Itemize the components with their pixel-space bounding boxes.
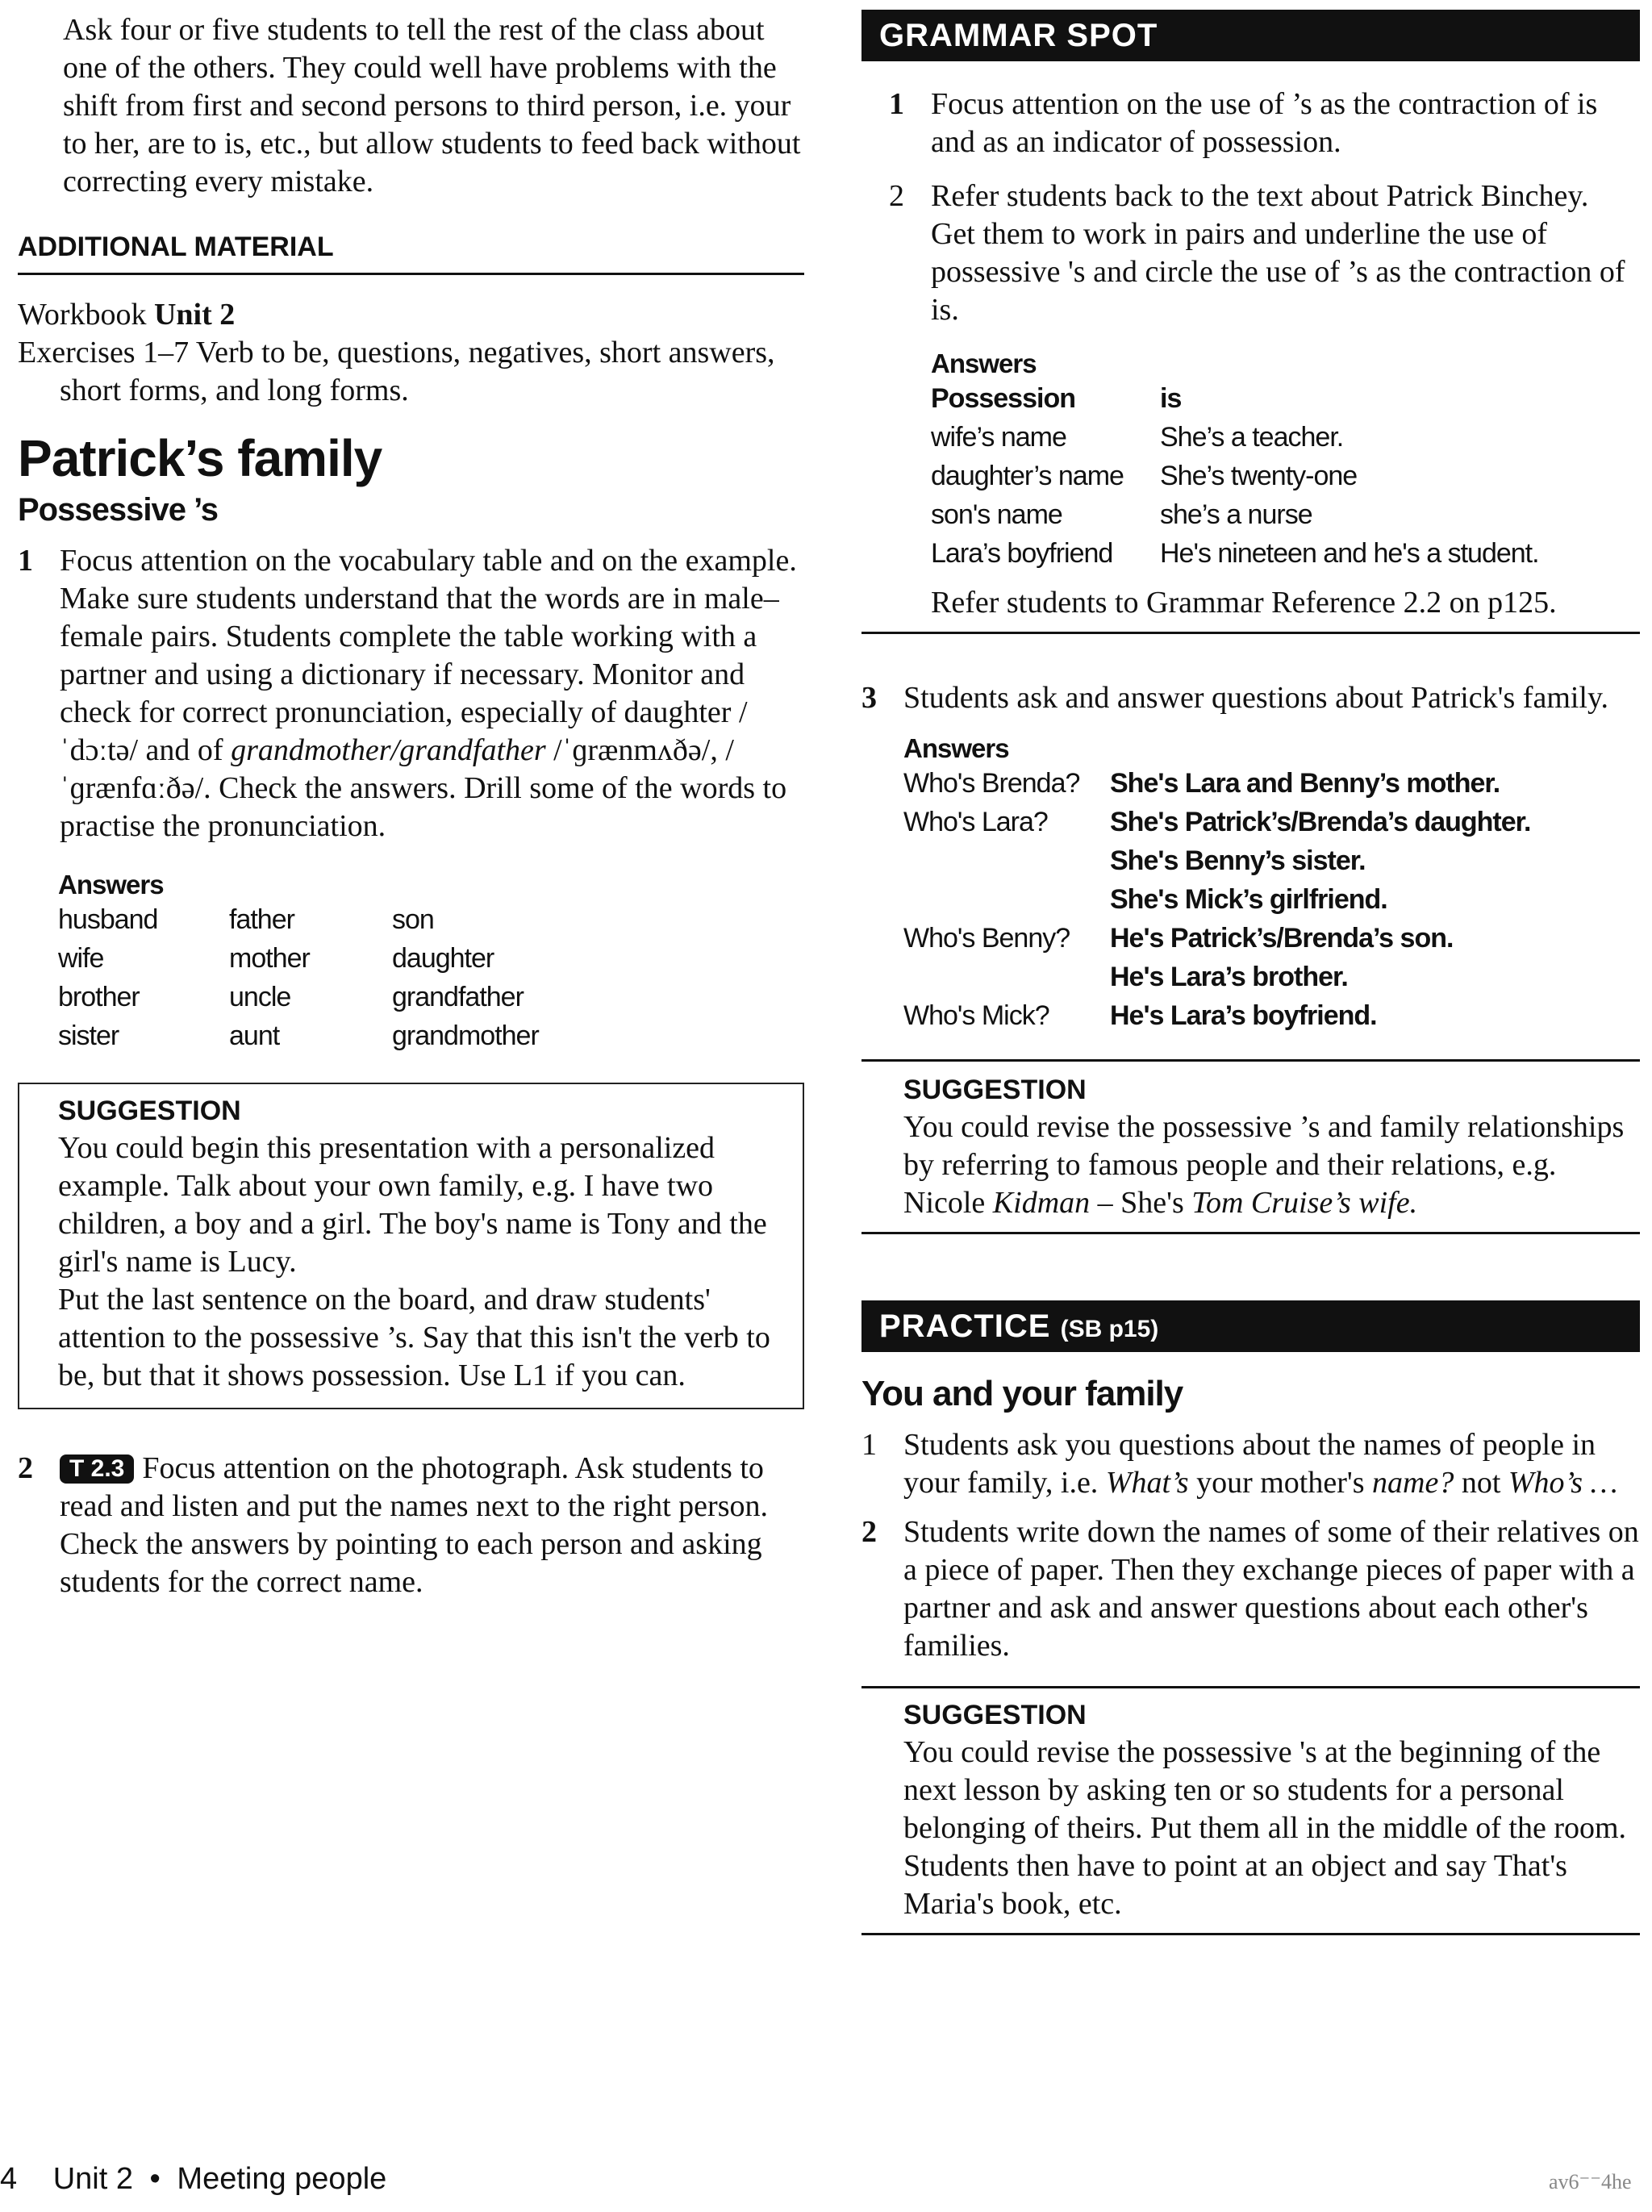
who-answer-cell: Who's Brenda? xyxy=(903,767,1080,799)
vocab-cell: sister xyxy=(58,1020,119,1051)
who-answer-cell: She's Lara and Benny’s mother. xyxy=(1110,767,1500,799)
suggestion-3-title: SUGGESTION xyxy=(903,1700,1087,1730)
gs-item-1-number: 1 xyxy=(889,87,904,121)
item-2 xyxy=(18,1450,804,1601)
practice-bar xyxy=(861,1300,1640,1352)
suggestion-2-title: SUGGESTION xyxy=(903,1075,1087,1105)
who-answer-cell: He's Patrick’s/Brenda’s son. xyxy=(1110,922,1454,954)
item-1-phonetic: /ˈɡrænmʌðə/, /ˈɡrænfɑːðə/. xyxy=(60,733,734,805)
vocab-answers-label: Answers xyxy=(58,870,164,899)
page-number: 4 xyxy=(0,2162,18,2196)
suggestion-title: SUGGESTION xyxy=(58,1096,241,1126)
gs-answer-cell: son's name xyxy=(931,499,1062,530)
item-3-number: 3 xyxy=(861,681,877,715)
practice-item-1-mid-2: not xyxy=(1454,1466,1508,1500)
gs-answer-cell: She’s twenty-one xyxy=(1160,460,1358,491)
suggestion-box xyxy=(18,1083,804,1409)
who-answer-row xyxy=(903,880,1594,919)
footer-title: Meeting people xyxy=(177,2162,387,2196)
who-answer-cell: Who's Lara? xyxy=(903,806,1048,837)
who-answer-cell xyxy=(903,880,1110,919)
left-column xyxy=(18,11,804,1601)
who-answer-row xyxy=(903,841,1594,880)
audio-track-badge[interactable]: T 2.3 xyxy=(60,1454,134,1484)
item-1 xyxy=(18,542,804,845)
who-answer-row xyxy=(903,958,1594,996)
vocab-row xyxy=(58,978,634,1016)
section-title xyxy=(18,428,804,489)
vocab-cell: uncle xyxy=(229,981,291,1012)
vocab-cell: wife xyxy=(58,942,104,974)
section-title-rest: family xyxy=(223,429,382,487)
item-1-text: Focus attention on the vocabulary table and on the example. Make sure students understand that the words are in male–female pairs. Students complete the table working with a partner and using a dictionary if necessary. Monitor and check for correct pronunciation, especially of daughter /ˈdɔːtə/ and of xyxy=(60,544,797,767)
practice-item-1-italic-2: name? xyxy=(1372,1466,1454,1500)
practice-item-1-text: Students ask you questions about the names of people in your family, i.e. xyxy=(903,1428,1596,1500)
grammar-spot-title: GRAMMAR SPOT xyxy=(879,18,1158,53)
item-3 xyxy=(861,679,1640,717)
practice-subtitle: You and your family xyxy=(861,1374,1183,1413)
workbook-unit: Unit 2 xyxy=(153,298,236,332)
gs-answer-row xyxy=(931,379,1612,418)
intro-paragraph: Ask four or five students to tell the rest of the class about one of the others. They could well have problems with the shift from first and second persons to third person, i.e. your to her, are to is, etc., but allow students to feed back without correcting every mistake. xyxy=(63,13,801,198)
item-1-number: 1 xyxy=(18,544,33,578)
vocab-table xyxy=(58,900,634,1055)
who-answer-cell: Who's Benny? xyxy=(903,922,1070,954)
suggestion-2-italic-2: Tom Cruise’s wife. xyxy=(1191,1186,1418,1220)
gs-answer-row xyxy=(931,418,1612,457)
gs-answer-cell: she’s a nurse xyxy=(1160,499,1312,530)
who-answer-row xyxy=(903,919,1594,958)
gs-item-2-number: 2 xyxy=(889,179,904,213)
item-3-answers xyxy=(861,733,1640,1035)
who-answer-cell xyxy=(903,841,1110,880)
vocab-row xyxy=(58,900,634,939)
item-3-answers-label: Answers xyxy=(903,733,1009,763)
suggestion-2-main: You could revise the possessive ’s and family relationships by referring to famous people and their relations, e.g. Nicole xyxy=(903,1110,1625,1220)
who-answer-cell: He's Lara’s boyfriend. xyxy=(1110,1000,1377,1031)
item-2-text: Focus attention on the photograph. Ask students to read and listen and put the names next to the right person. Check the answers by pointing to each person and asking students for the correct name. xyxy=(60,1451,768,1599)
vocab-row xyxy=(58,1016,634,1055)
practice-ref: (SB p15) xyxy=(1060,1316,1159,1342)
suggestion-text: You could begin this presentation with a personalized example. Talk about your own family, e.g. I have two children, a boy and a girl. The boy's name is Tony and the girl's name is Lucy. xyxy=(58,1131,767,1279)
vocab-answers xyxy=(18,870,804,1055)
vocab-cell: aunt xyxy=(229,1020,280,1051)
additional-material-heading: ADDITIONAL MATERIAL xyxy=(18,232,804,275)
who-answer-row xyxy=(903,996,1594,1035)
page-footer xyxy=(0,2162,386,2197)
gs-item-1-text: Focus attention on the use of ’s as the contraction of is and as an indicator of possession. xyxy=(931,87,1598,159)
who-answer-row xyxy=(903,803,1594,841)
who-answer-row xyxy=(903,764,1594,803)
suggestion-2-text xyxy=(903,1108,1640,1222)
gs-item-1 xyxy=(861,86,1640,161)
gs-refer: Refer students to Grammar Reference 2.2 on p125. xyxy=(861,584,1640,634)
gs-answer-cell: daughter’s name xyxy=(931,460,1124,491)
workbook-prefix: Workbook xyxy=(18,298,154,332)
who-answer-cell: She's Benny’s sister. xyxy=(1110,845,1366,876)
practice-item-2-number: 2 xyxy=(861,1515,877,1549)
gs-answers xyxy=(861,348,1640,573)
gs-answer-cell: is xyxy=(1160,382,1182,414)
suggestion-2-mid: – She's xyxy=(1090,1186,1192,1220)
gs-answer-row xyxy=(931,495,1612,534)
footer-mark: av6⁻⁻4he xyxy=(1549,2170,1632,2193)
vocab-row xyxy=(58,939,634,978)
vocab-cell: mother xyxy=(229,942,310,974)
vocab-cell: brother xyxy=(58,981,140,1012)
vocab-cell: grandfather xyxy=(392,981,524,1012)
gs-answer-cell: wife’s name xyxy=(931,421,1066,453)
gs-item-2 xyxy=(861,177,1640,329)
who-answer-cell: Who's Mick? xyxy=(903,1000,1049,1031)
gs-answers-table xyxy=(931,379,1612,573)
footer-bullet: • xyxy=(149,2162,161,2196)
vocab-cell: father xyxy=(229,904,294,935)
practice-item-1-mid: your mother's xyxy=(1188,1466,1373,1500)
exercises-text: Exercises 1–7 Verb to be, questions, negatives, short answers, short forms, and long forms. xyxy=(18,336,775,407)
section-title-name: Patrick’s xyxy=(18,429,224,487)
who-answer-cell: She's Mick’s girlfriend. xyxy=(1110,883,1387,915)
suggestion-3 xyxy=(861,1688,1640,1935)
suggestion-text-2: Put the last sentence on the board, and draw students' attention to the possessive ’s. Say that this isn't the verb to be, but that it shows possession. Use L1 if you can. xyxy=(58,1283,770,1392)
practice-item-2-text: Students write down the names of some of their relatives on a piece of paper. Then they exchange pieces of paper with a partner and ask and answer questions about each other's families. xyxy=(903,1515,1639,1663)
who-answer-cell xyxy=(903,958,1110,996)
gs-answer-cell: Possession xyxy=(931,382,1075,414)
gs-answer-row xyxy=(931,534,1612,573)
vocab-cell: daughter xyxy=(392,942,494,974)
item-3-answers-table xyxy=(903,764,1594,1035)
gs-answer-cell: She’s a teacher. xyxy=(1160,421,1344,453)
workbook-line xyxy=(18,296,804,334)
vocab-cell: son xyxy=(392,904,434,935)
item-2-number: 2 xyxy=(18,1451,33,1485)
gs-answer-row xyxy=(931,457,1612,495)
item-1-text-end: Check the answers. Drill some of the words to practise the pronunciation. xyxy=(60,771,787,843)
suggestion-2-italic-1: Kidman xyxy=(992,1186,1091,1220)
suggestion-2 xyxy=(861,1062,1640,1234)
gs-item-2-text: Refer students back to the text about Patrick Binchey. Get them to work in pairs and underline the use of possessive 's and circle the use of ’s as the contraction of is. xyxy=(931,179,1625,327)
section-subtitle: Possessive ’s xyxy=(18,492,218,528)
grammar-spot-bar xyxy=(861,10,1640,61)
vocab-cell: grandmother xyxy=(392,1020,539,1051)
practice-item-2 xyxy=(861,1513,1640,1665)
footer-unit: Unit 2 xyxy=(52,2162,133,2196)
gs-answers-label: Answers xyxy=(931,348,1037,378)
gs-answer-cell: Lara’s boyfriend xyxy=(931,537,1113,569)
practice-item-1-italic-3: Who’s … xyxy=(1508,1466,1618,1500)
practice-item-1-italic: What’s xyxy=(1105,1466,1189,1500)
practice-item-1 xyxy=(861,1426,1640,1502)
gs-answer-cell: He's nineteen and he's a student. xyxy=(1160,537,1539,569)
item-1-italic: grandmother/grandfather xyxy=(231,733,546,767)
practice-item-1-number: 1 xyxy=(861,1428,877,1462)
right-column xyxy=(861,10,1640,1935)
who-answer-cell: He's Lara’s brother. xyxy=(1110,961,1348,992)
item-3-text: Students ask and answer questions about Patrick's family. xyxy=(903,681,1609,715)
suggestion-3-text: You could revise the possessive 's at the beginning of the next lesson by asking ten or so students for a personal belonging of theirs. Put them all in the middle of the room. Students then have to point at an object and say That's Maria's book, etc. xyxy=(903,1735,1627,1921)
practice-title: PRACTICE xyxy=(879,1308,1051,1344)
vocab-cell: husband xyxy=(58,904,158,935)
who-answer-cell: She's Patrick’s/Brenda’s daughter. xyxy=(1110,806,1531,837)
